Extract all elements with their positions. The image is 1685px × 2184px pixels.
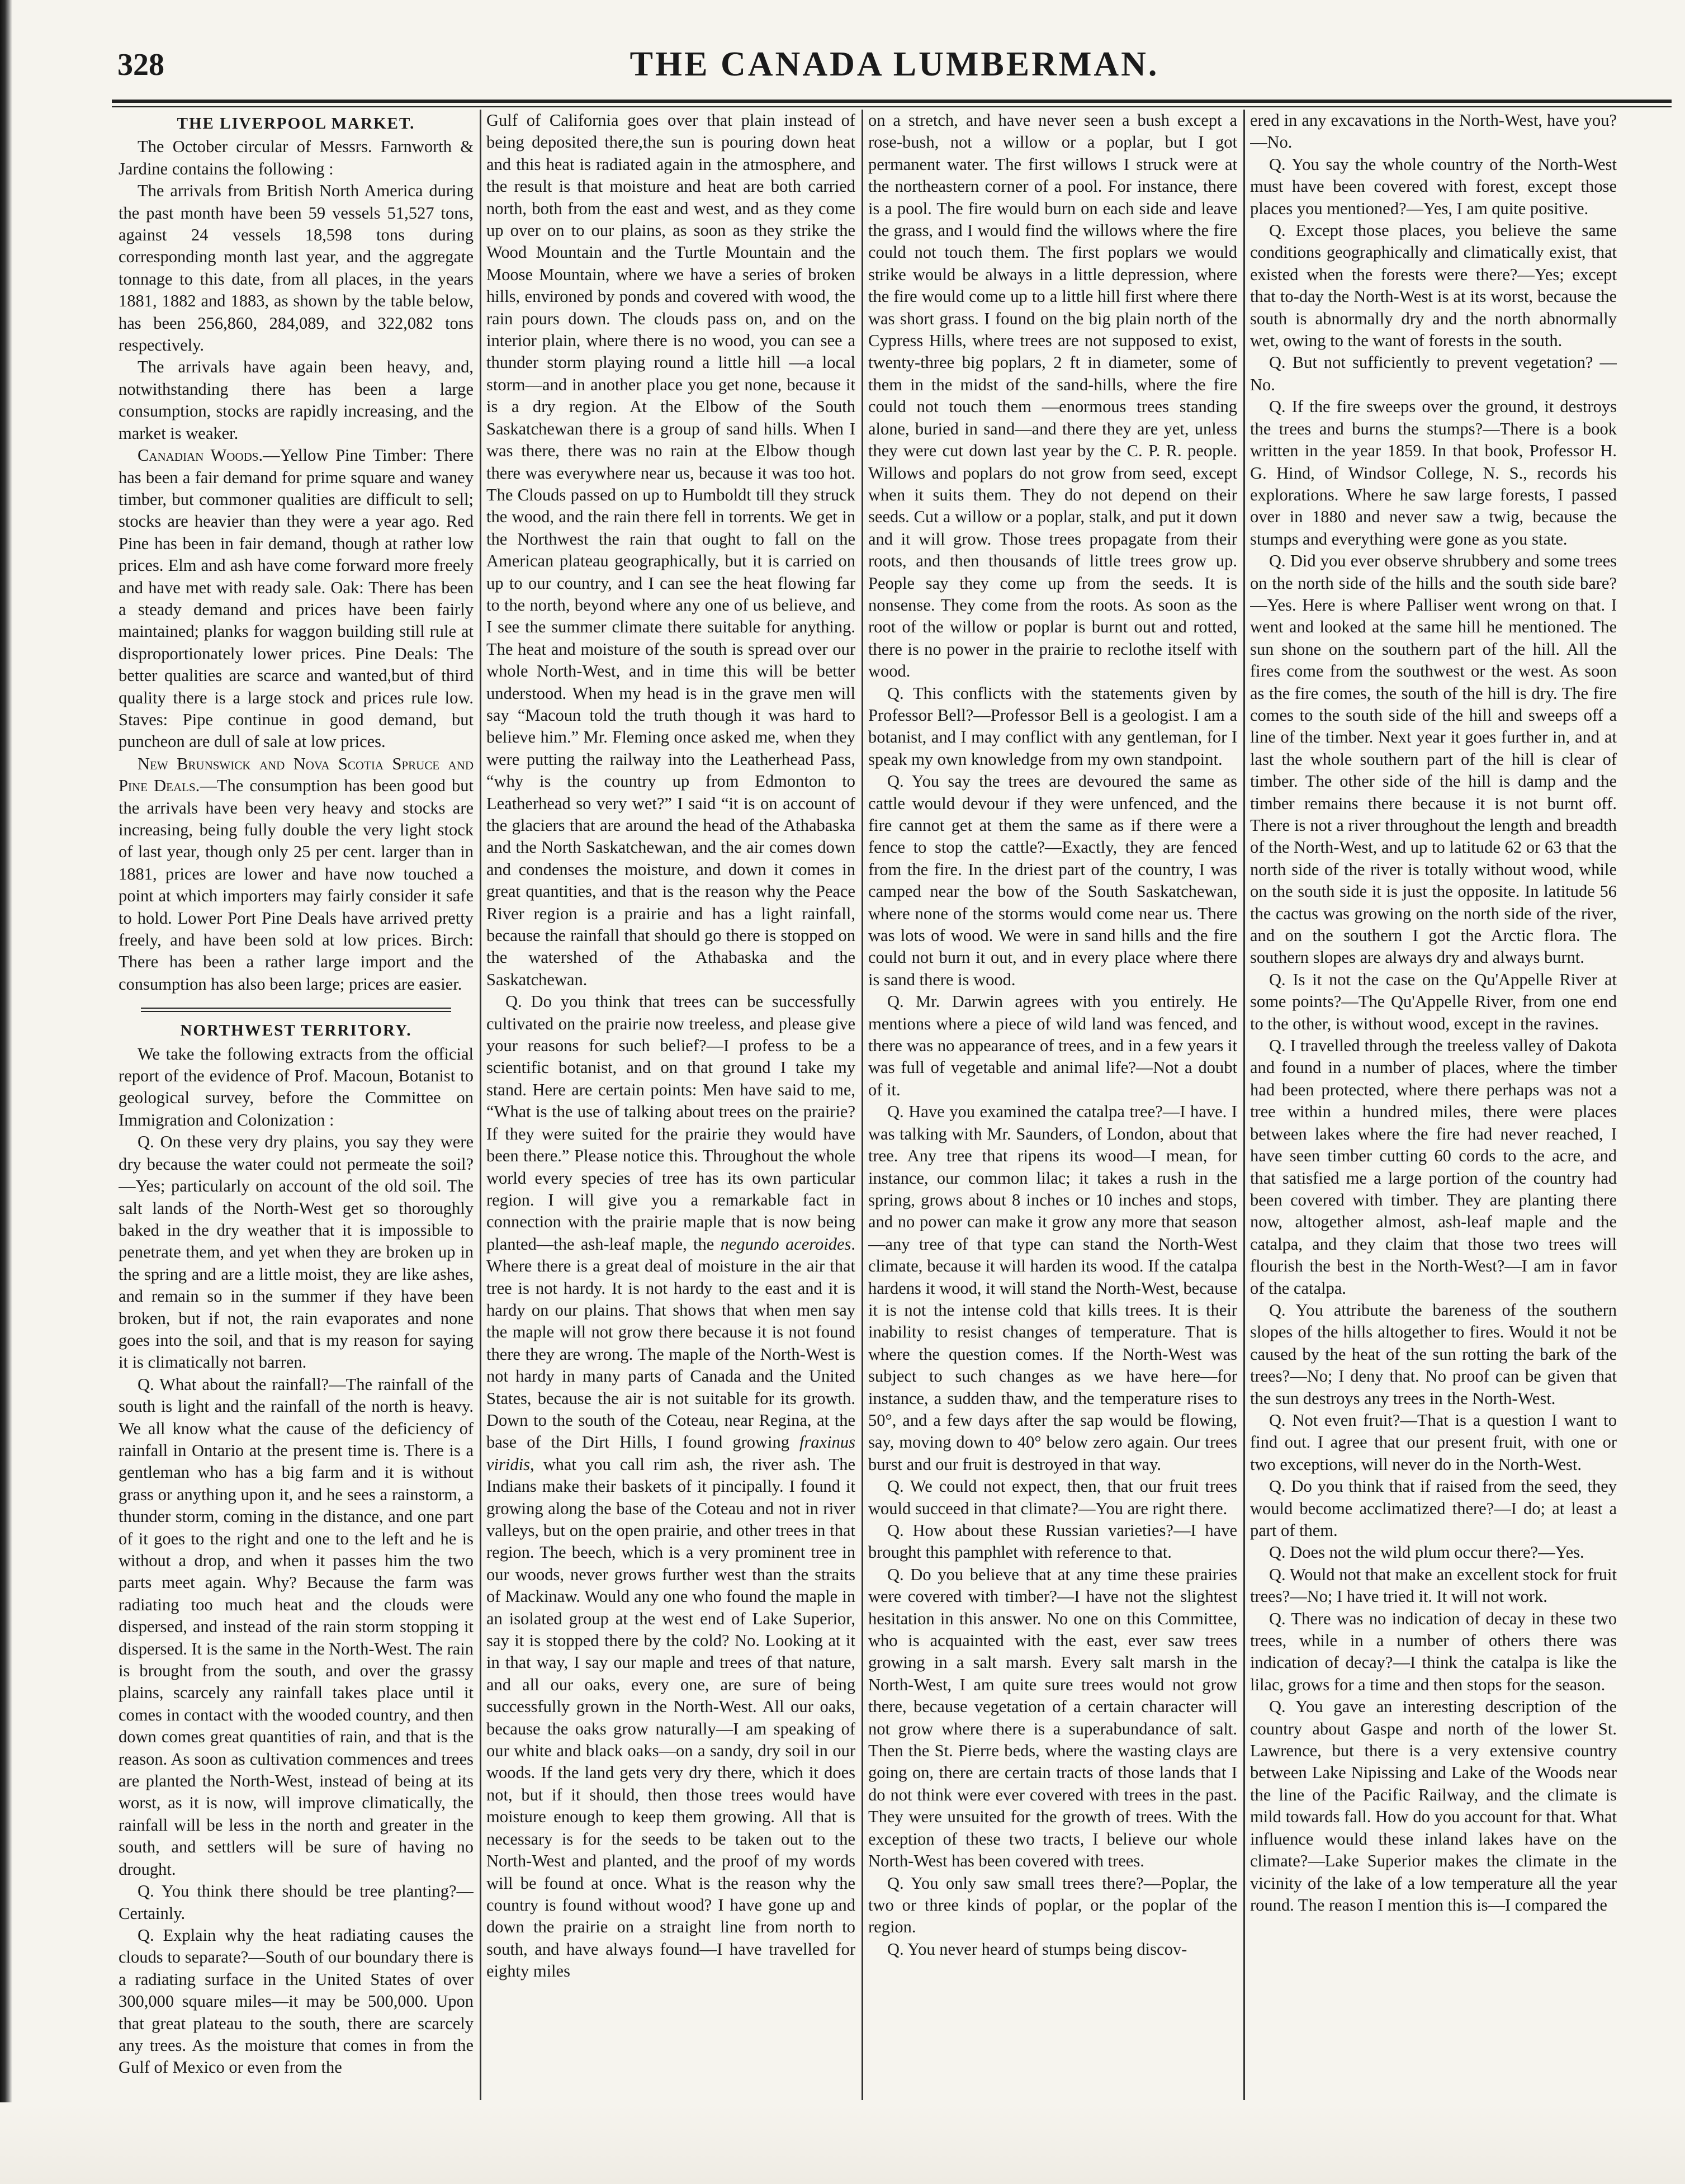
masthead-title: THE CANADA LUMBERMAN. bbox=[629, 45, 1159, 83]
header-rule-thin bbox=[112, 106, 1672, 107]
paragraph: The arrivals have again been heavy, and, notwithstanding there has been a large consumption, stocks are rapidly increasing, and the market is weaker. bbox=[119, 357, 474, 443]
paragraph: Q. Did you ever observe shrubbery and some trees on the north side of the hills and the south side bare?—Yes. Here is where Palliser went wrong on that. I went and looked at the same hill he mentioned. The sun shone on the southern part of the hill. All the fires come from the southwest or the west. As soon as the fire comes, the south of the hill is dry. The fire comes to the south side of the hill and sweeps off a line of the timber. Next year it goes further in, and at last the whole southern part of the hill is clear of timber. The other side of the hill is damp and the timber remains there because it is not burnt off. There is not a river throughout the length and breadth of the North-West, and up to latitude 62 or 63 that the north side of the river is totally without wood, while on the south side it is just the opposite. In latitude 56 the cactus was growing on the north side of the river, and on the southern I got the Arctic flora. The southern slopes are always dry and always burnt. bbox=[1250, 551, 1617, 967]
page-bottom-margin bbox=[0, 2102, 1685, 2184]
paragraph: Q. Would not that make an excellent stock for fruit trees?—No; I have tried it. It will not work. bbox=[1250, 1564, 1617, 1606]
column-divider bbox=[1243, 110, 1245, 2100]
paragraph: Q. You think there should be tree planting?—Certainly. bbox=[119, 1882, 474, 1923]
section-heading-liverpool-market: THE LIVERPOOL MARKET. bbox=[177, 115, 415, 133]
column-2 bbox=[486, 110, 855, 2100]
paragraph: Q. Mr. Darwin agrees with you entirely. He mentions where a piece of wild land was fenced, and there was no appearance of trees, and in a few years it was full of vegetable and animal life?—Not a doubt of it. bbox=[868, 992, 1237, 1099]
paragraph: Q. Explain why the heat radiating causes the clouds to separate?—South of our boundary there is a radiating surface in the United States of over 300,000 square miles—it may be 500,000. Upon that great plateau to the south, there are scarcely any trees. As the moisture that comes in from the Gulf of Mexico or even from the bbox=[119, 1925, 474, 2077]
paragraph: Q. There was no indication of decay in these two trees, while in a number of others there was indication of decay?—I think the catalpa is like the lilac, grows for a time and then stops for the season. bbox=[1250, 1609, 1617, 1694]
section-heading-northwest-territory: NORTHWEST TERRITORY. bbox=[180, 1022, 412, 1040]
page-binding-edge bbox=[0, 0, 12, 2184]
page-header bbox=[117, 45, 1672, 98]
paragraph: Q. We could not expect, then, that our fruit trees would succeed in that climate?—You are right there. bbox=[868, 1477, 1237, 1518]
paragraph: Q. What about the rainfall?—The rainfall of the south is light and the rainfall of the north is heavy. We all know what the cause of the deficiency of rainfall in Ontario at the present time is. There is a gentleman who has a big farm and it is without grass or anything upon it, and he sees a rainstorm, a thunder storm, coming in the distance, and one part of it goes to the right and one to the left and he is without a drop, and when it passes him the two parts meet again. Why? Because the farm was radiating too much heat and the clouds were dispersed, and instead of the rain storm stopping it dispersed. It is the same in the North-West. The rain is brought from the south, and over the grassy plains, scarcely any rainfall takes place until it comes in contact with the wooded country, and then down comes great quantities of rain, and that is the reason. As soon as cultivation commences and trees are planted the North-West, instead of being at its worst, as it is now, will improve climatically, the rainfall will be less in the north and greater in the south, and settlers will be sure of having no drought. bbox=[119, 1374, 474, 1879]
paragraph: Q. Do you believe that at any time these prairies were covered with timber?—I have not the slightest hesitation in this answer. No one on this Committee, who is acquainted with the east, ever saw trees growing in a salt marsh. Every salt marsh in the North-West, I am quite sure trees would not grow there, because vegetation of a certain character will not grow where there is a superabundance of salt. Then the St. Pierre beds, where the wasting clays are going on, there are certain tracts of those lands that I do not think were ever covered with trees in the past. They were unsuited for the growth of trees. With the exception of these two tracts, I believe our whole North-West has been covered with trees. bbox=[868, 1564, 1237, 1871]
paragraph: Q. You attribute the bareness of the southern slopes of the hills altogether to fires. Would it not be caused by the heat of the sun rotting the bark of the trees?—No; I deny that. No proof can be given that the sun destroys any trees in the North-West. bbox=[1250, 1300, 1617, 1408]
paragraph-text: Q. Do you think that trees can be successfully cultivated on the prairie now treeless, and please give your reasons for such belief?—I profess to be a scientific botanist, and on that ground I take my stand. Here are certain points: Men have said to me, “What is the use of talking about trees on the prairie? If they were suited for the prairie they would have been there.” Please notice this. Throughout the whole world every species of tree has its own particular region. I will give you a remarkable fact in connection with the prairie maple that is now being planted—the ash-leaf maple, the bbox=[486, 992, 855, 1254]
paragraph: The October circular of Messrs. Farnworth & Jardine contains the following : bbox=[119, 137, 474, 178]
paragraph: Q. How about these Russian varieties?—I have brought this pamphlet with reference to that. bbox=[868, 1521, 1237, 1562]
paragraph: Q. You only saw small trees there?—Poplar, the two or three kinds of poplar, or the poplar of the region. bbox=[868, 1873, 1237, 1937]
paragraph: Q. I travelled through the treeless valley of Dakota and found in a number of places, where the timber had been protected, where there perhaps was not a tree within a hundred miles, there were places between lakes where the fire had never reached, I have seen timber cutting 60 cords to the acre, and that satisfied me a large portion of the country had been covered with timber. They are planting there now, altogether almost, ash-leaf maple and the catalpa, and they claim that those two trees will flourish the best in the North-West?—I am in favor of the catalpa. bbox=[1250, 1036, 1617, 1298]
paragraph-text: —The consumption has been good but the arrivals have been very heavy and stocks are increasing, being fully double the very light stock of last year, though only 25 per cent. larger than in 1881, prices are lower and have now touched a point at which importers may fairly consider it safe to hold. Lower Port Pine Deals have arrived pretty freely, and have been sold at low prices. Birch: There has been a rather large import and the consumption has also been large; prices are easier. bbox=[119, 776, 474, 994]
paragraph bbox=[119, 445, 474, 753]
paragraph: Q. You say the trees are devoured the same as cattle would devour if they were unfenced, and the fire cannot get at them the same as if there were a fence to stop the cattle?—Exactly, they are fenced from the fire. In the driest part of the country, I was camped near the bow of the South Saskatchewan, where none of the storms would come near us. There was lots of wood. We were in sand hills and the fire could not burn it out, and in every place where there is sand there is wood. bbox=[868, 772, 1237, 989]
paragraph: We take the following extracts from the official report of the evidence of Prof. Macoun, Botanist to geological survey, before the Committee on Immigration and Colonization : bbox=[119, 1044, 474, 1129]
paragraph bbox=[119, 753, 474, 995]
paragraph: The arrivals from British North America during the past month have been 59 vessels 51,527 tons, against 24 vessels 18,598 tons during corresponding month last year, and the aggregate tonnage to this date, from all places, in the years 1881, 1882 and 1883, as shown by the table below, has been 256,860, 284,089, and 322,082 tons respectively. bbox=[119, 181, 474, 355]
paragraph: ered in any excavations in the North-West, have you?—No. bbox=[1250, 111, 1617, 152]
species-name: fraxinus viridis bbox=[486, 1433, 855, 1474]
header-rule bbox=[112, 100, 1672, 103]
paragraph: Q. Except those places, you believe the same conditions geographically and climatically exist, that existed when the forests were there?—Yes; except that to-day the North-West is at its worst, because the south is abnormally dry and the north abnormally wet, owing to the want of forests in the south. bbox=[1250, 221, 1617, 351]
column-4 bbox=[1250, 110, 1617, 2100]
column-divider bbox=[480, 110, 481, 2100]
paragraph: Q. This conflicts with the statements given by Professor Bell?—Professor Bell is a geologist. I am a botanist, and I may conflict with any gentleman, for I speak my own knowledge from my own standpoint. bbox=[868, 683, 1237, 769]
paragraph: Q. You gave an interesting description of the country about Gaspe and north of the lower St. Lawrence, but there is a very extensive country between Lake Nipissing and Lake of the Woods near the line of the Pacific Railway, and the climate is mild towards fall. How do you account for that. What influence would these inland lakes have on the climate?—Lake Superior makes the climate in the vicinity of the lake of a low temperature all the year round. The reason I mention this is—I compared the bbox=[1250, 1697, 1617, 1914]
paragraph: Q. Is it not the case on the Qu'Appelle River at some points?—The Qu'Appelle River, from one end to the other, is without wood, except in the ravines. bbox=[1250, 970, 1617, 1033]
paragraph-text: . Where there is a great deal of moisture in the air that tree is not hardy. It is not hardy to the east and it is hardy on our plains. That shows that when men say the maple will not grow there because it is not found there they are wrong. The maple of the North-West is not hardy in many parts of Canada and the United States, because the air is not suitable for its growth. Down to the south of the Coteau, near Regina, at the base of the Dirt Hills, I found growing bbox=[486, 1234, 855, 1452]
paragraph bbox=[486, 991, 855, 1982]
paragraph-label: New Brunswick and Nova Scotia Spruce and Pine Deals. bbox=[119, 754, 474, 796]
paragraph: Q. You never heard of stumps being discov- bbox=[887, 1939, 1187, 1959]
column-divider bbox=[862, 110, 863, 2100]
paragraph: Q. Does not the wild plum occur there?—Yes. bbox=[1269, 1543, 1584, 1562]
paragraph-text: , what you call rim ash, the river ash. The Indians make their baskets of it pincipally. I found it growing along the base of the Coteau and not in river valleys, but on the open prairie, and other trees in that region. The beech, which is a very prominent tree in our woods, never grows further west than the straits of Mackinaw. Would any one who found the maple in an isolated group at the west end of Lake Superior, say it is stopped there by the cold? No. Looking at it in that way, I say our maple and trees of that nature, and all our oaks, every one, are sure of being successfully grown in the North-West. All our oaks, because the oaks grow naturally—I am speaking of our white and black oaks—on a sandy, dry soil in our woods. If the land gets very dry there, which it does not, but if it should, then those trees would have moisture enough to keep them growing. All that is necessary is for the seeds to be taken out to the North-West and planted, and the proof of my words will be found at once. What is the reason why the country is found without wood? I have gone up and down the prairie on a straight line from north to south, and have always found—I have travelled for eighty miles bbox=[486, 1454, 855, 1981]
species-name: negundo aceroides bbox=[720, 1234, 851, 1254]
paragraph: on a stretch, and have never seen a bush except a rose-bush, not a willow or a poplar, but I got permanent water. The first willows I struck were at the northeastern corner of a pool. For instance, there is a pool. The fire would burn on each side and leave the grass, and I would find the willows where the fire could not touch them. The first poplars we would strike would be always in a little depression, where the fire would come up to a little hill first where there was short grass. I found on the big plain north of the Cypress Hills, where trees are not supposed to exist, twenty-three big poplars, 2 ft in diameter, some of them in the midst of the sand-hills, where the fire could not touch them —enormous trees standing alone, buried in sand—and there they are yet, unless they were cut down last year by the C. P. R. people. Willows and poplars do not grow from seed, except when it suits them. They do not depend on their seeds. Cut a willow or a poplar, stalk, and put it down and it will grow. Those trees propagate from their roots, and then thousands of little trees grow up. People say they come up from the seeds. It is nonsense. They come from the roots. As soon as the root of the willow or poplar is burnt out and rotted, there is no power in the prairie to reclothe itself with wood. bbox=[868, 111, 1237, 681]
section-divider bbox=[141, 1008, 451, 1012]
paragraph: Q. But not sufficiently to prevent vegetation? —No. bbox=[1250, 353, 1617, 394]
paragraph: Q. Do you think that if raised from the seed, they would become acclimatized there?—I do; at least a part of them. bbox=[1250, 1477, 1617, 1540]
paragraph: Q. You say the whole country of the North-West must have been covered with forest, except those places you mentioned?—Yes, I am quite positive. bbox=[1250, 154, 1617, 218]
paragraph-label: Canadian Woods. bbox=[138, 446, 263, 465]
paragraph: Q. On these very dry plains, you say they were dry because the water could not permeate the soil?—Yes; particularly on account of the old soil. The salt lands of the North-West get so thoroughly baked in the dry weather that it is impossible to penetrate them, and yet when they are broken up in the spring and are a little moist, they are like ashes, and remain so in the summer if they have been broken, but if not, the rain evaporates and none goes into the soil, and that is my reason for saying it is climatically not barren. bbox=[119, 1132, 474, 1372]
paragraph: Q. Have you examined the catalpa tree?—I have. I was talking with Mr. Saunders, of London, about that tree. Any tree that ripens its wood—I mean, for instance, our common lilac; it takes a rush in the spring, grows about 8 inches or 10 inches and stops, and no power can make it grow any more that season—any tree of that type can stand the North-West climate, because it will harden its wood. If the catalpa hardens it wood, it will stand the North-West, because it is not the intense cold that kills trees. It is their inability to resist changes of temperature. That is where the question comes. If the North-West was subject to such changes as we have here—for instance, a sudden thaw, and the temperature rises to 50°, and a few days after the sap would be flowing, say, moving down to 40° below zero again. Our trees burst and our fruit is destroyed in that way. bbox=[868, 1102, 1237, 1474]
column-3 bbox=[868, 110, 1237, 2100]
paragraph: Q. If the fire sweeps over the ground, it destroys the trees and burns the stumps?—There is a book written in the year 1859. In that book, Professor H. G. Hind, of Windsor College, N. S., records his explorations. Where he saw large forests, I passed over in 1880 and never saw a twig, because the stumps and everything were gone as you state. bbox=[1250, 397, 1617, 549]
paragraph: Gulf of California goes over that plain instead of being deposited there,the sun is pouring down heat and this heat is radiated again in the atmosphere, and the result is that moisture and heat are both carried north, both from the east and west, and as they come up over on to our plains, as soon as they strike the Wood Mountain and the Turtle Mountain and the Moose Mountain, where we have a series of broken hills, environed by ponds and covered with wood, the rain pours down. The clouds pass on, and on the interior plain, where there is no wood, you can see a thunder storm playing round a little hill —a local storm—and in another place you get none, because it is a dry region. At the Elbow of the South Saskatchewan there is a group of sand hills. When I was there, there was no rain at the Elbow though there was everywhere near us, because it was too hot. The Clouds passed on up to Humboldt till they struck the wood, and the rain there fell in torrents. We get in the Northwest the rain that ought to fall on the American plateau geographically, but it is carried on up to our country, and I can see the heat flowing far to the north, beyond where any one of us believe, and I see the summer climate there suitable for anything. The heat and moisture of the south is spread over our whole North-West, and in time this will be better understood. When my head is in the grave men will say “Macoun told the truth though it was hard to believe him.” Mr. Fleming once asked me, when they were putting the railway into the Leatherhead Pass, “why is the country up from Edmonton to Leatherhead so very wet?” I said “it is on account of the glaciers that are around the head of the Athabaska and the North Saskatchewan, and the air comes down and condenses the moisture, and down it comes in great quantities, and that is the reason why the Peace River region is a prairie and has a light rainfall, because the rainfall that should go there is stopped on the watershed of the Athabaska and the Saskatchewan. bbox=[486, 111, 855, 989]
page-number: 328 bbox=[117, 48, 164, 82]
paragraph: Q. Not even fruit?—That is a question I want to find out. I agree that our present fruit, with one or two exceptions, will never do in the North-West. bbox=[1250, 1410, 1617, 1474]
paragraph-text: —Yellow Pine Timber: There has been a fair demand for prime square and waney timber, but commoner qualities are difficult to sell; stocks are heavier than they were a year ago. Red Pine has been in fair demand, though at rather low prices. Elm and ash have come forward more freely and have met with ready sale. Oak: There has been a steady demand and prices have been fairly maintained; planks for waggon building still rule at disproportionately lower prices. Pine Deals: The better qualities are scarce and wanted,but of third quality there is a large stock and prices rule low. Staves: Pipe continue in good demand, but puncheon are dull of sale at low prices. bbox=[119, 446, 474, 751]
column-1 bbox=[119, 110, 474, 2100]
